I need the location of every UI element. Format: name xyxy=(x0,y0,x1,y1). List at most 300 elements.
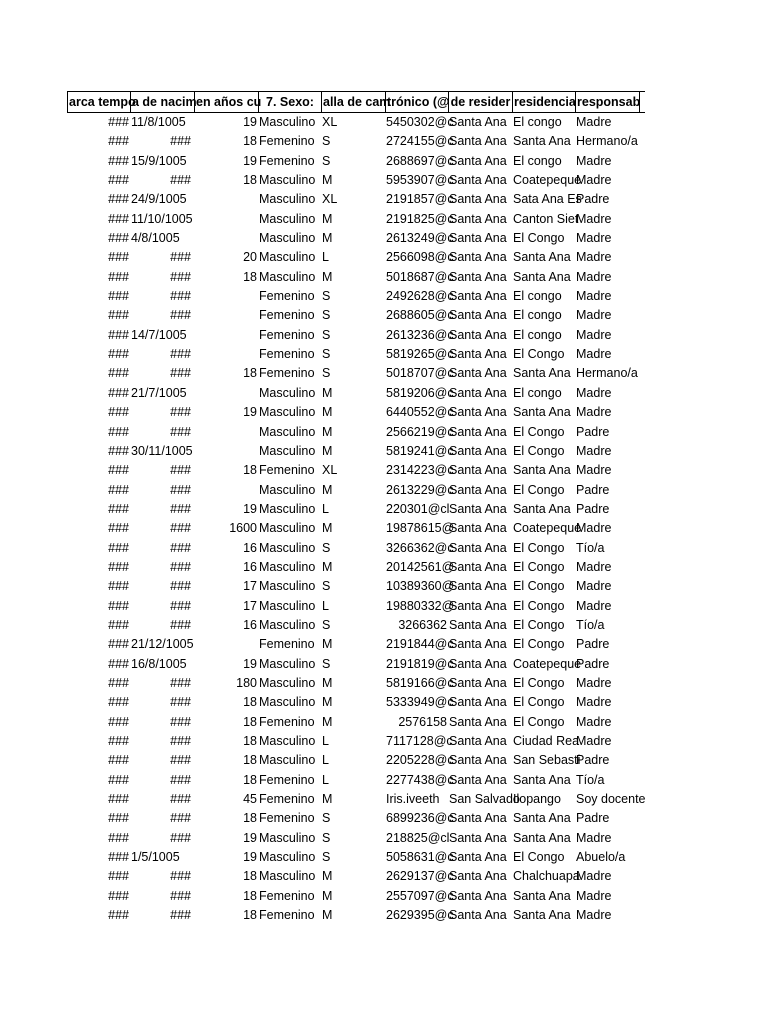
cell-guardian[interactable]: Madre xyxy=(576,385,612,400)
cell-email[interactable]: 2724155@c xyxy=(386,134,454,149)
cell-timestamp[interactable]: ### xyxy=(108,153,129,168)
cell-age[interactable]: 180 xyxy=(236,675,257,690)
cell-residence-area[interactable]: Santa Ana xyxy=(513,134,571,149)
cell-timestamp[interactable]: ### xyxy=(108,269,129,284)
cell-guardian[interactable]: Soy docente xyxy=(576,792,646,807)
cell-residence[interactable]: Santa Ana xyxy=(449,250,507,265)
cell-residence-area[interactable]: Sata Ana Es xyxy=(513,192,582,207)
cell-age[interactable]: 18 xyxy=(243,269,257,284)
cell-residence[interactable]: Santa Ana xyxy=(449,424,507,439)
cell-email[interactable]: 2277438@c xyxy=(386,772,454,787)
cell-birthdate[interactable]: ### xyxy=(170,173,191,188)
cell-birthdate[interactable]: ### xyxy=(170,579,191,594)
cell-email[interactable]: 2688697@c xyxy=(386,153,454,168)
header-cell-shirt-size[interactable]: alla de cam xyxy=(321,92,385,112)
cell-sex[interactable]: Masculino xyxy=(259,250,316,265)
cell-residence-area[interactable]: El congo xyxy=(513,115,562,129)
cell-birthdate[interactable]: 4/8/1005 xyxy=(131,231,180,246)
cell-timestamp[interactable]: ### xyxy=(108,463,129,478)
cell-shirt-size[interactable]: M xyxy=(322,869,333,884)
cell-residence-area[interactable]: Santa Ana xyxy=(513,405,571,420)
cell-sex[interactable]: Femenino xyxy=(259,792,315,807)
cell-residence[interactable]: Santa Ana xyxy=(449,463,507,478)
cell-guardian[interactable]: Madre xyxy=(576,327,612,342)
cell-timestamp[interactable]: ### xyxy=(108,443,129,458)
cell-residence-area[interactable]: El congo xyxy=(513,385,562,400)
cell-age[interactable]: 16 xyxy=(243,540,257,555)
cell-residence[interactable]: Santa Ana xyxy=(449,637,507,652)
cell-sex[interactable]: Masculino xyxy=(259,482,316,497)
cell-guardian[interactable]: Padre xyxy=(576,482,610,497)
cell-timestamp[interactable]: ### xyxy=(108,540,129,555)
cell-birthdate[interactable]: ### xyxy=(170,289,191,304)
cell-residence[interactable]: Santa Ana xyxy=(449,888,507,903)
cell-shirt-size[interactable]: L xyxy=(322,772,329,787)
cell-timestamp[interactable]: ### xyxy=(108,559,129,574)
cell-guardian[interactable]: Madre xyxy=(576,443,612,458)
cell-shirt-size[interactable]: S xyxy=(322,153,331,168)
cell-timestamp[interactable]: ### xyxy=(108,772,129,787)
cell-sex[interactable]: Femenino xyxy=(259,327,315,342)
cell-residence-area[interactable]: El Congo xyxy=(513,675,565,690)
cell-guardian[interactable]: Madre xyxy=(576,869,612,884)
cell-age[interactable]: 18 xyxy=(243,772,257,787)
cell-birthdate[interactable]: ### xyxy=(170,830,191,845)
cell-shirt-size[interactable]: M xyxy=(322,269,333,284)
cell-residence[interactable]: San Salvado xyxy=(449,792,520,807)
cell-sex[interactable]: Masculino xyxy=(259,192,316,207)
cell-email[interactable]: 2191844@c xyxy=(386,637,454,652)
cell-timestamp[interactable]: ### xyxy=(108,714,129,729)
cell-age[interactable]: 18 xyxy=(243,366,257,381)
cell-residence-area[interactable]: El Congo xyxy=(513,482,565,497)
cell-shirt-size[interactable]: L xyxy=(322,753,329,768)
cell-sex[interactable]: Femenino xyxy=(259,153,315,168)
cell-residence[interactable]: Santa Ana xyxy=(449,192,507,207)
cell-timestamp[interactable]: ### xyxy=(108,850,129,865)
cell-birthdate[interactable]: ### xyxy=(170,792,191,807)
cell-guardian[interactable]: Madre xyxy=(576,308,612,323)
cell-birthdate[interactable]: ### xyxy=(170,347,191,362)
cell-age[interactable] xyxy=(194,423,258,442)
cell-birthdate[interactable]: ### xyxy=(170,308,191,323)
cell-shirt-size[interactable]: M xyxy=(322,385,333,400)
cell-birthdate[interactable]: 11/8/1005 xyxy=(131,115,186,129)
cell-email[interactable]: 2314223@c xyxy=(386,463,454,478)
cell-age[interactable]: 1600 xyxy=(229,521,257,536)
cell-email[interactable]: 6899236@c xyxy=(386,811,454,826)
cell-sex[interactable]: Femenino xyxy=(259,772,315,787)
cell-residence-area[interactable]: Santa Ana xyxy=(513,269,571,284)
cell-guardian[interactable]: Madre xyxy=(576,675,612,690)
cell-guardian[interactable]: Padre xyxy=(576,656,610,671)
cell-sex[interactable]: Femenino xyxy=(259,888,315,903)
cell-residence-area[interactable]: Santa Ana xyxy=(513,830,571,845)
cell-email[interactable]: 5018687@c xyxy=(386,269,454,284)
cell-timestamp[interactable]: ### xyxy=(108,482,129,497)
cell-timestamp[interactable]: ### xyxy=(108,637,129,652)
cell-residence[interactable]: Santa Ana xyxy=(449,908,507,923)
cell-email[interactable]: 5819265@c xyxy=(386,347,454,362)
cell-residence-area[interactable]: Santa Ana xyxy=(513,772,571,787)
cell-guardian[interactable]: Madre xyxy=(576,231,612,246)
cell-residence-area[interactable]: Santa Ana xyxy=(513,908,571,923)
cell-shirt-size[interactable]: L xyxy=(322,501,329,516)
cell-shirt-size[interactable]: M xyxy=(322,695,333,710)
cell-age[interactable]: 19 xyxy=(243,830,257,845)
cell-residence[interactable]: Santa Ana xyxy=(449,153,507,168)
cell-age[interactable]: 16 xyxy=(243,617,257,632)
cell-email[interactable]: 2566098@c xyxy=(386,250,454,265)
cell-birthdate[interactable]: ### xyxy=(170,250,191,265)
cell-age[interactable]: 19 xyxy=(243,656,257,671)
cell-age[interactable]: 18 xyxy=(243,714,257,729)
cell-email[interactable]: 3266362 xyxy=(398,617,447,632)
cell-age[interactable]: 19 xyxy=(243,153,257,168)
cell-timestamp[interactable]: ### xyxy=(108,134,129,149)
cell-residence-area[interactable]: El Congo xyxy=(513,231,565,246)
cell-sex[interactable]: Masculino xyxy=(259,501,316,516)
cell-guardian[interactable]: Madre xyxy=(576,269,612,284)
cell-birthdate[interactable]: 21/12/1005 xyxy=(131,637,194,652)
cell-email[interactable]: 5819206@c xyxy=(386,385,454,400)
cell-residence-area[interactable]: Santa Ana xyxy=(513,888,571,903)
cell-shirt-size[interactable]: S xyxy=(322,289,331,304)
cell-email[interactable]: 2205228@c xyxy=(386,753,454,768)
cell-birthdate[interactable]: ### xyxy=(170,734,191,748)
cell-birthdate[interactable]: 1/5/1005 xyxy=(131,850,180,865)
cell-guardian[interactable]: Madre xyxy=(576,289,612,304)
cell-age[interactable]: 18 xyxy=(243,811,257,826)
cell-age[interactable]: 18 xyxy=(243,695,257,710)
cell-shirt-size[interactable]: S xyxy=(322,617,331,632)
cell-residence-area[interactable]: El congo xyxy=(513,308,562,323)
cell-shirt-size[interactable]: M xyxy=(322,714,333,729)
cell-residence-area[interactable]: El Congo xyxy=(513,714,565,729)
cell-residence[interactable]: Santa Ana xyxy=(449,134,507,149)
cell-guardian[interactable]: Madre xyxy=(576,579,612,594)
cell-email[interactable]: 20142561@ xyxy=(386,559,455,574)
header-cell-age[interactable]: en años cu xyxy=(194,92,258,112)
cell-residence[interactable]: Santa Ana xyxy=(449,115,507,129)
cell-guardian[interactable]: Padre xyxy=(576,637,610,652)
cell-birthdate[interactable]: ### xyxy=(170,908,191,923)
cell-residence[interactable]: Santa Ana xyxy=(449,772,507,787)
cell-age[interactable] xyxy=(194,345,258,364)
cell-residence-area[interactable]: El congo xyxy=(513,153,562,168)
cell-email[interactable]: 2613229@c xyxy=(386,482,454,497)
cell-birthdate[interactable]: ### xyxy=(170,540,191,555)
cell-residence[interactable]: Santa Ana xyxy=(449,366,507,381)
cell-timestamp[interactable]: ### xyxy=(108,289,129,304)
cell-shirt-size[interactable]: M xyxy=(322,443,333,458)
cell-guardian[interactable]: Madre xyxy=(576,830,612,845)
cell-birthdate[interactable]: 16/8/1005 xyxy=(131,656,187,671)
cell-residence-area[interactable]: El Congo xyxy=(513,598,565,613)
cell-age[interactable]: 18 xyxy=(243,869,257,884)
cell-sex[interactable]: Femenino xyxy=(259,637,315,652)
cell-residence[interactable]: Santa Ana xyxy=(449,269,507,284)
cell-age[interactable]: 18 xyxy=(243,908,257,923)
cell-sex[interactable]: Femenino xyxy=(259,714,315,729)
cell-age[interactable]: 18 xyxy=(243,134,257,149)
cell-timestamp[interactable]: ### xyxy=(108,231,129,246)
header-cell-email[interactable]: trónico (@ xyxy=(385,92,448,112)
cell-residence-area[interactable]: El congo xyxy=(513,327,562,342)
cell-shirt-size[interactable]: M xyxy=(322,675,333,690)
cell-shirt-size[interactable]: M xyxy=(322,637,333,652)
cell-sex[interactable]: Masculino xyxy=(259,269,316,284)
cell-email[interactable]: 5819241@c xyxy=(386,443,454,458)
cell-email[interactable]: 5058631@c xyxy=(386,850,454,865)
cell-residence-area[interactable]: Santa Ana xyxy=(513,366,571,381)
header-cell-guardian[interactable]: responsab xyxy=(575,92,640,112)
cell-sex[interactable]: Femenino xyxy=(259,366,315,381)
cell-email[interactable]: 5953907@c xyxy=(386,173,454,188)
cell-birthdate[interactable]: ### xyxy=(170,424,191,439)
header-cell-residence-area[interactable]: residencia xyxy=(512,92,575,112)
cell-age[interactable]: 16 xyxy=(243,559,257,574)
cell-age[interactable]: 18 xyxy=(243,734,257,748)
cell-residence[interactable]: Santa Ana xyxy=(449,695,507,710)
cell-guardian[interactable]: Madre xyxy=(576,347,612,362)
cell-age[interactable] xyxy=(194,210,258,229)
cell-email[interactable]: 5450302@c xyxy=(386,115,454,129)
cell-timestamp[interactable]: ### xyxy=(108,501,129,516)
cell-guardian[interactable]: Tío/a xyxy=(576,540,605,555)
cell-email[interactable]: 220301@cl xyxy=(386,501,450,516)
cell-timestamp[interactable]: ### xyxy=(108,695,129,710)
cell-sex[interactable]: Masculino xyxy=(259,656,316,671)
cell-sex[interactable]: Masculino xyxy=(259,211,316,226)
cell-timestamp[interactable]: ### xyxy=(108,753,129,768)
cell-residence[interactable]: Santa Ana xyxy=(449,675,507,690)
cell-age[interactable]: 17 xyxy=(243,579,257,594)
cell-sex[interactable]: Masculino xyxy=(259,521,316,536)
cell-timestamp[interactable]: ### xyxy=(108,211,129,226)
cell-shirt-size[interactable]: M xyxy=(322,908,333,923)
cell-timestamp[interactable]: ### xyxy=(108,347,129,362)
cell-age[interactable] xyxy=(194,229,258,248)
cell-age[interactable] xyxy=(194,326,258,345)
cell-residence-area[interactable]: Santa Ana xyxy=(513,250,571,265)
cell-guardian[interactable]: Madre xyxy=(576,559,612,574)
cell-guardian[interactable]: Madre xyxy=(576,463,612,478)
cell-age[interactable]: 20 xyxy=(243,250,257,265)
cell-guardian[interactable]: Padre xyxy=(576,753,610,768)
cell-shirt-size[interactable]: S xyxy=(322,327,331,342)
cell-email[interactable]: Iris.iveeth xyxy=(386,792,440,807)
cell-residence[interactable]: Santa Ana xyxy=(449,482,507,497)
cell-guardian[interactable]: Madre xyxy=(576,714,612,729)
cell-birthdate[interactable]: ### xyxy=(170,559,191,574)
cell-shirt-size[interactable]: S xyxy=(322,811,331,826)
cell-sex[interactable]: Femenino xyxy=(259,908,315,923)
cell-age[interactable] xyxy=(194,635,258,654)
cell-residence[interactable]: Santa Ana xyxy=(449,598,507,613)
cell-email[interactable]: 2492628@c xyxy=(386,289,454,304)
cell-shirt-size[interactable]: XL xyxy=(322,192,338,207)
cell-email[interactable]: 2613249@c xyxy=(386,231,454,246)
cell-guardian[interactable]: Madre xyxy=(576,153,612,168)
header-cell-sex[interactable]: 7. Sexo: xyxy=(258,92,321,112)
cell-sex[interactable]: Masculino xyxy=(259,734,316,748)
cell-timestamp[interactable]: ### xyxy=(108,734,129,748)
cell-email[interactable]: 2557097@c xyxy=(386,888,454,903)
cell-residence-area[interactable]: Chalchuapa xyxy=(513,869,580,884)
cell-age[interactable] xyxy=(194,306,258,325)
header-cell-timestamp[interactable]: arca tempo xyxy=(67,92,130,112)
cell-shirt-size[interactable]: M xyxy=(322,173,333,188)
cell-guardian[interactable]: Madre xyxy=(576,405,612,420)
cell-residence[interactable]: Santa Ana xyxy=(449,327,507,342)
cell-birthdate[interactable]: ### xyxy=(170,598,191,613)
cell-age[interactable] xyxy=(194,190,258,209)
cell-residence[interactable]: Santa Ana xyxy=(449,540,507,555)
cell-shirt-size[interactable]: S xyxy=(322,830,331,845)
cell-email[interactable]: 7117128@c xyxy=(386,734,453,748)
cell-residence-area[interactable]: El congo xyxy=(513,289,562,304)
cell-timestamp[interactable]: ### xyxy=(108,888,129,903)
cell-shirt-size[interactable]: M xyxy=(322,888,333,903)
cell-sex[interactable]: Masculino xyxy=(259,753,316,768)
cell-email[interactable]: 218825@cl xyxy=(386,830,450,845)
cell-residence[interactable]: Santa Ana xyxy=(449,308,507,323)
cell-shirt-size[interactable]: S xyxy=(322,579,331,594)
cell-sex[interactable]: Masculino xyxy=(259,173,316,188)
cell-timestamp[interactable]: ### xyxy=(108,675,129,690)
cell-guardian[interactable]: Tío/a xyxy=(576,772,605,787)
cell-residence[interactable]: Santa Ana xyxy=(449,617,507,632)
cell-sex[interactable]: Femenino xyxy=(259,811,315,826)
cell-timestamp[interactable]: ### xyxy=(108,792,129,807)
cell-timestamp[interactable]: ### xyxy=(108,869,129,884)
cell-age[interactable]: 18 xyxy=(243,173,257,188)
cell-timestamp[interactable]: ### xyxy=(108,250,129,265)
cell-timestamp[interactable]: ### xyxy=(108,598,129,613)
cell-email[interactable]: 5333949@c xyxy=(386,695,454,710)
cell-shirt-size[interactable]: M xyxy=(322,211,333,226)
cell-birthdate[interactable]: ### xyxy=(170,695,191,710)
cell-residence-area[interactable]: Coatepeque xyxy=(513,173,582,188)
cell-sex[interactable]: Masculino xyxy=(259,559,316,574)
cell-residence[interactable]: Santa Ana xyxy=(449,347,507,362)
cell-residence[interactable]: Santa Ana xyxy=(449,811,507,826)
cell-age[interactable]: 18 xyxy=(243,463,257,478)
cell-age[interactable] xyxy=(194,384,258,403)
cell-email[interactable]: 2191857@c xyxy=(386,192,454,207)
cell-age[interactable]: 45 xyxy=(243,792,257,807)
cell-birthdate[interactable]: ### xyxy=(170,811,191,826)
cell-residence[interactable]: Santa Ana xyxy=(449,850,507,865)
cell-shirt-size[interactable]: L xyxy=(322,250,329,265)
cell-sex[interactable]: Femenino xyxy=(259,308,315,323)
cell-age[interactable]: 18 xyxy=(243,888,257,903)
cell-guardian[interactable]: Abuelo/a xyxy=(576,850,626,865)
cell-email[interactable]: 19878615@ xyxy=(386,521,455,536)
cell-age[interactable]: 18 xyxy=(243,753,257,768)
cell-email[interactable]: 2629395@c xyxy=(386,908,454,923)
cell-shirt-size[interactable]: L xyxy=(322,734,329,748)
cell-email[interactable]: 5819166@c xyxy=(386,675,454,690)
cell-shirt-size[interactable]: L xyxy=(322,598,329,613)
cell-sex[interactable]: Masculino xyxy=(259,231,316,246)
cell-birthdate[interactable]: ### xyxy=(170,482,191,497)
cell-shirt-size[interactable]: M xyxy=(322,482,333,497)
cell-timestamp[interactable]: ### xyxy=(108,192,129,207)
cell-sex[interactable]: Masculino xyxy=(259,405,316,420)
cell-sex[interactable]: Masculino xyxy=(259,695,316,710)
cell-residence-area[interactable]: San Sebasti xyxy=(513,753,581,768)
cell-sex[interactable]: Femenino xyxy=(259,134,315,149)
cell-birthdate[interactable]: ### xyxy=(170,675,191,690)
cell-shirt-size[interactable]: M xyxy=(322,559,333,574)
cell-email[interactable]: 19880332@ xyxy=(386,598,455,613)
cell-residence[interactable]: Santa Ana xyxy=(449,579,507,594)
cell-residence-area[interactable]: Santa Ana xyxy=(513,463,571,478)
cell-residence[interactable]: Santa Ana xyxy=(449,753,507,768)
cell-birthdate[interactable]: ### xyxy=(170,405,191,420)
cell-residence-area[interactable]: Coatepeque xyxy=(513,656,582,671)
cell-timestamp[interactable]: ### xyxy=(108,656,129,671)
cell-age[interactable] xyxy=(194,442,258,461)
cell-guardian[interactable]: Madre xyxy=(576,695,612,710)
cell-email[interactable]: 2688605@c xyxy=(386,308,454,323)
cell-residence[interactable]: Santa Ana xyxy=(449,830,507,845)
cell-guardian[interactable]: Padre xyxy=(576,192,610,207)
cell-email[interactable]: 6440552@c xyxy=(386,405,454,420)
cell-residence-area[interactable]: El Congo xyxy=(513,443,565,458)
cell-residence[interactable]: Santa Ana xyxy=(449,443,507,458)
cell-birthdate[interactable]: 24/9/1005 xyxy=(131,192,187,207)
cell-shirt-size[interactable]: M xyxy=(322,521,333,536)
cell-sex[interactable]: Masculino xyxy=(259,675,316,690)
cell-email[interactable]: 5018707@c xyxy=(386,366,454,381)
cell-birthdate[interactable]: 14/7/1005 xyxy=(131,327,187,342)
cell-guardian[interactable]: Madre xyxy=(576,908,612,923)
cell-residence[interactable]: Santa Ana xyxy=(449,385,507,400)
cell-guardian[interactable]: Madre xyxy=(576,888,612,903)
cell-timestamp[interactable]: ### xyxy=(108,173,129,188)
header-cell-birthdate[interactable]: a de nacim xyxy=(130,92,194,112)
cell-age[interactable] xyxy=(194,481,258,500)
cell-email[interactable]: 2576158 xyxy=(398,714,447,729)
cell-timestamp[interactable]: ### xyxy=(108,308,129,323)
cell-shirt-size[interactable]: M xyxy=(322,405,333,420)
cell-age[interactable]: 19 xyxy=(243,115,257,129)
cell-shirt-size[interactable]: S xyxy=(322,347,331,362)
cell-email[interactable]: 2566219@c xyxy=(386,424,454,439)
cell-timestamp[interactable]: ### xyxy=(108,405,129,420)
cell-residence[interactable]: Santa Ana xyxy=(449,289,507,304)
cell-residence-area[interactable]: Ciudad Rea xyxy=(513,734,580,748)
cell-residence[interactable]: Santa Ana xyxy=(449,521,507,536)
cell-birthdate[interactable]: ### xyxy=(170,617,191,632)
cell-residence[interactable]: Santa Ana xyxy=(449,405,507,420)
cell-birthdate[interactable]: ### xyxy=(170,521,191,536)
cell-residence[interactable]: Santa Ana xyxy=(449,734,507,748)
cell-birthdate[interactable]: ### xyxy=(170,269,191,284)
cell-sex[interactable]: Masculino xyxy=(259,869,316,884)
cell-residence-area[interactable]: Santa Ana xyxy=(513,501,571,516)
cell-residence[interactable]: Santa Ana xyxy=(449,714,507,729)
cell-email[interactable]: 2613236@c xyxy=(386,327,454,342)
cell-birthdate[interactable]: ### xyxy=(170,888,191,903)
cell-email[interactable]: 2191819@c xyxy=(386,656,454,671)
cell-residence[interactable]: Santa Ana xyxy=(449,869,507,884)
cell-timestamp[interactable]: ### xyxy=(108,830,129,845)
cell-guardian[interactable]: Padre xyxy=(576,501,610,516)
